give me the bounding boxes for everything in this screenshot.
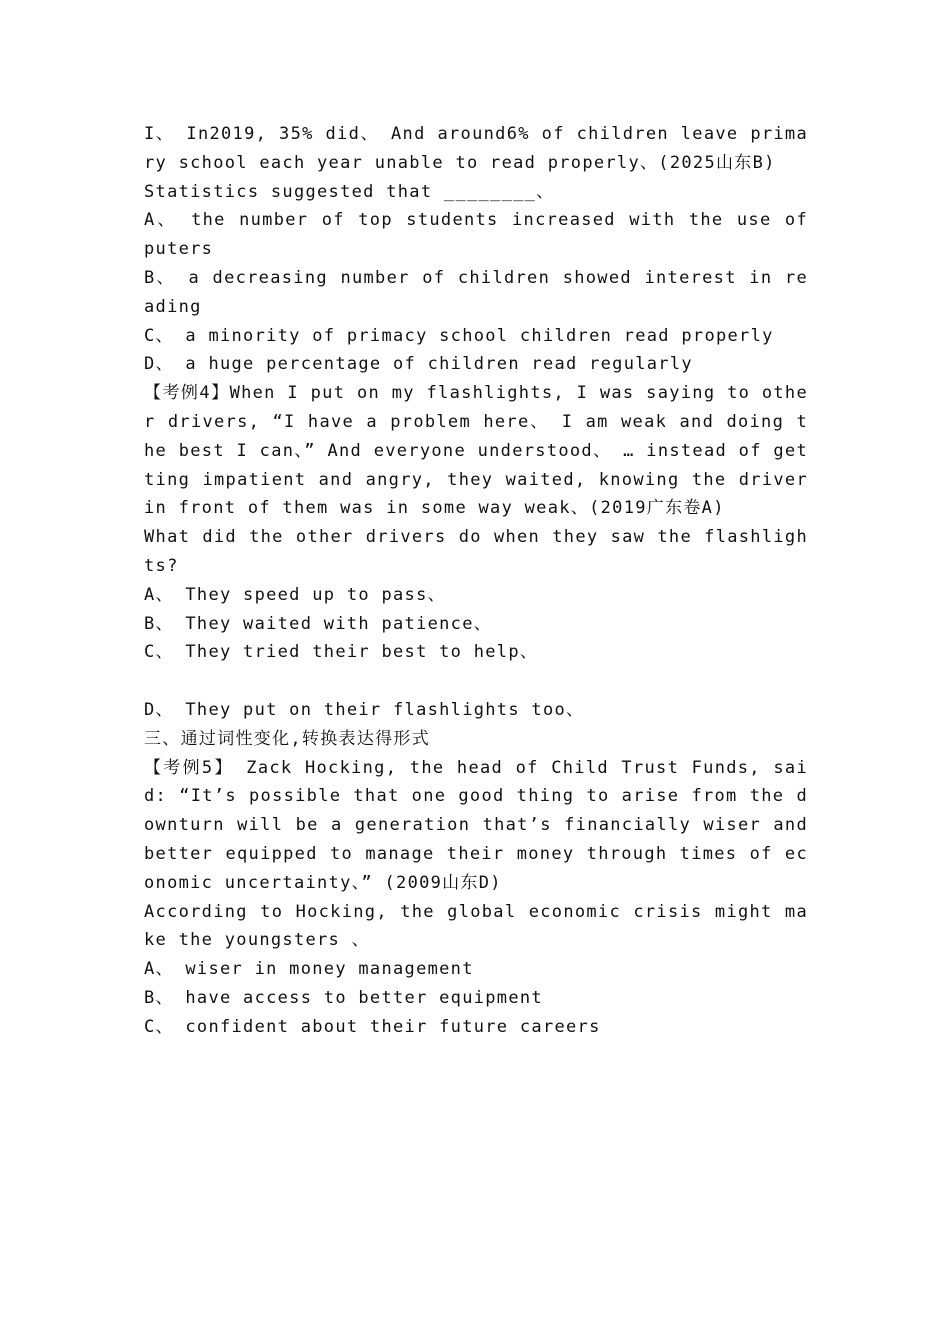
q3-option-a: A、 wiser in money management [144, 959, 474, 980]
q3-option-c: C、 confident about their future careers [144, 1016, 601, 1037]
q1-passage: I、 In2019, 35% did、 And around6% of children leave primary school each year unable to read properly、(2025山东B) [144, 124, 808, 173]
q1-option-b: B、 a decreasing number of children showed interest in reading [144, 267, 808, 317]
q2-question: What did the other drivers do when they saw the flashlights? [144, 527, 808, 576]
document-body [144, 120, 808, 1042]
q2-option-c: C、 They tried their best to help、 [144, 642, 539, 663]
section-heading: 三、通过词性变化,转换表达得形式 [144, 728, 431, 749]
q2-option-d: D、 They put on their flashlights too、 [144, 699, 585, 720]
q1-option-a: A、 the number of top students increased with the use of puters [144, 210, 808, 260]
example4-passage: 【考例4】When I put on my flashlights, I was saying to other drivers, “I have a problem here、 I am weak and doing the best I can、” And everyone understood、 … instead of getting impatient and angry, they waited, knowing the driver in front of them was in some way weak、(2019广东卷A) [144, 383, 808, 519]
q2-option-a: A、 They speed up to pass、 [144, 584, 446, 605]
q1-option-c: C、 a minority of primacy school children read properly [144, 325, 774, 346]
q1-option-d: D、 a huge percentage of children read regularly [144, 354, 693, 375]
blank-line [144, 667, 808, 696]
q3-question: According to Hocking, the global economic crisis might make the youngsters 、 [144, 901, 808, 951]
q2-option-b: B、 They waited with patience、 [144, 613, 493, 634]
example5-passage: 【考例5】 Zack Hocking, the head of Child Trust Funds, said: “It’s possible that one good thing to arise from the downturn will be a generation that’s financially wiser and better equipped to manage their money through times of economic uncertainty、” (2009山东D) [144, 757, 808, 893]
q1-question: Statistics suggested that ________、 [144, 181, 555, 202]
q3-option-b: B、 have access to better equipment [144, 987, 543, 1008]
